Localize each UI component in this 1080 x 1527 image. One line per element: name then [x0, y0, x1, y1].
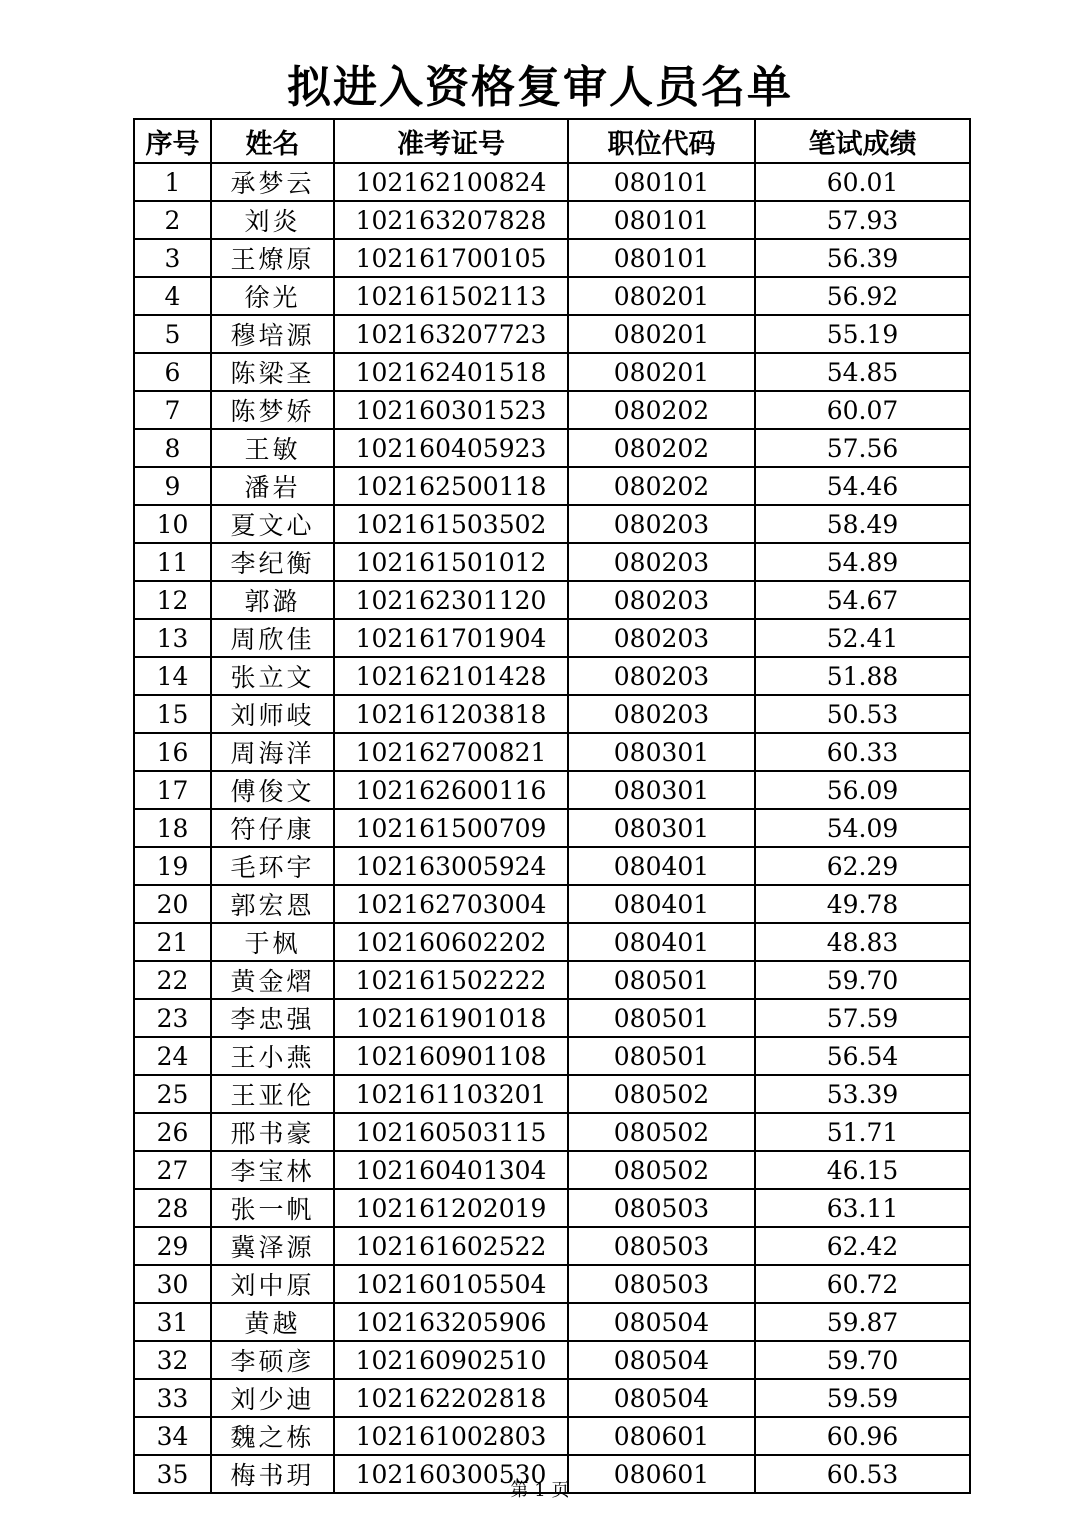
- cell-ticket-number: 102161500709: [334, 809, 568, 847]
- cell-written-score: 62.42: [755, 1227, 970, 1265]
- cell-name: 傅俊文: [211, 771, 334, 809]
- table-row: [134, 657, 970, 695]
- cell-position-code: 080203: [568, 657, 755, 695]
- cell-written-score: 51.88: [755, 657, 970, 695]
- cell-ticket-number: 102160602202: [334, 923, 568, 961]
- cell-name: 邢书豪: [211, 1113, 334, 1151]
- table-row: [134, 581, 970, 619]
- cell-seq: 29: [134, 1227, 211, 1265]
- cell-seq: 14: [134, 657, 211, 695]
- header-written-score: 笔试成绩: [755, 119, 970, 163]
- cell-name: 毛环宇: [211, 847, 334, 885]
- cell-position-code: 080201: [568, 353, 755, 391]
- cell-seq: 4: [134, 277, 211, 315]
- cell-name: 周海洋: [211, 733, 334, 771]
- cell-seq: 19: [134, 847, 211, 885]
- cell-position-code: 080401: [568, 885, 755, 923]
- cell-seq: 3: [134, 239, 211, 277]
- cell-position-code: 080201: [568, 315, 755, 353]
- cell-written-score: 56.39: [755, 239, 970, 277]
- cell-written-score: 55.19: [755, 315, 970, 353]
- cell-name: 王小燕: [211, 1037, 334, 1075]
- cell-seq: 23: [134, 999, 211, 1037]
- cell-written-score: 59.70: [755, 961, 970, 999]
- cell-name: 郭宏恩: [211, 885, 334, 923]
- cell-position-code: 080401: [568, 847, 755, 885]
- table-row: [134, 619, 970, 657]
- table-row: [134, 1303, 970, 1341]
- cell-written-score: 60.72: [755, 1265, 970, 1303]
- cell-written-score: 56.09: [755, 771, 970, 809]
- cell-ticket-number: 102162301120: [334, 581, 568, 619]
- cell-seq: 25: [134, 1075, 211, 1113]
- cell-position-code: 080101: [568, 239, 755, 277]
- cell-written-score: 54.46: [755, 467, 970, 505]
- cell-ticket-number: 102162703004: [334, 885, 568, 923]
- cell-position-code: 080502: [568, 1151, 755, 1189]
- cell-ticket-number: 102161103201: [334, 1075, 568, 1113]
- cell-ticket-number: 102163205906: [334, 1303, 568, 1341]
- cell-ticket-number: 102163005924: [334, 847, 568, 885]
- cell-seq: 33: [134, 1379, 211, 1417]
- cell-ticket-number: 102161701904: [334, 619, 568, 657]
- cell-position-code: 080301: [568, 733, 755, 771]
- header-name: 姓名: [211, 119, 334, 163]
- page-number: 第 1 页: [510, 1480, 570, 1501]
- cell-name: 黄越: [211, 1303, 334, 1341]
- table-row: [134, 999, 970, 1037]
- cell-seq: 18: [134, 809, 211, 847]
- cell-written-score: 60.33: [755, 733, 970, 771]
- cell-name: 刘师岐: [211, 695, 334, 733]
- table-row: [134, 1265, 970, 1303]
- table-row: [134, 429, 970, 467]
- cell-name: 周欣佳: [211, 619, 334, 657]
- cell-name: 李忠强: [211, 999, 334, 1037]
- cell-position-code: 080203: [568, 619, 755, 657]
- cell-written-score: 56.54: [755, 1037, 970, 1075]
- cell-position-code: 080504: [568, 1303, 755, 1341]
- cell-name: 张立文: [211, 657, 334, 695]
- cell-ticket-number: 102162600116: [334, 771, 568, 809]
- cell-position-code: 080203: [568, 695, 755, 733]
- cell-seq: 24: [134, 1037, 211, 1075]
- cell-ticket-number: 102160300530: [334, 1455, 568, 1493]
- cell-name: 郭潞: [211, 581, 334, 619]
- roster-body: [134, 163, 970, 1493]
- cell-position-code: 080301: [568, 809, 755, 847]
- cell-written-score: 57.93: [755, 201, 970, 239]
- table-row: [134, 391, 970, 429]
- table-row: [134, 1189, 970, 1227]
- cell-name: 潘岩: [211, 467, 334, 505]
- table-row: [134, 733, 970, 771]
- cell-written-score: 58.49: [755, 505, 970, 543]
- cell-written-score: 60.01: [755, 163, 970, 201]
- cell-ticket-number: 102161501012: [334, 543, 568, 581]
- cell-written-score: 51.71: [755, 1113, 970, 1151]
- cell-ticket-number: 102161602522: [334, 1227, 568, 1265]
- cell-ticket-number: 102162101428: [334, 657, 568, 695]
- table-row: [134, 201, 970, 239]
- table-row: [134, 239, 970, 277]
- cell-seq: 2: [134, 201, 211, 239]
- cell-seq: 16: [134, 733, 211, 771]
- cell-ticket-number: 102160401304: [334, 1151, 568, 1189]
- cell-seq: 8: [134, 429, 211, 467]
- cell-name: 符仔康: [211, 809, 334, 847]
- cell-name: 李纪衡: [211, 543, 334, 581]
- cell-seq: 9: [134, 467, 211, 505]
- cell-name: 魏之栋: [211, 1417, 334, 1455]
- cell-seq: 27: [134, 1151, 211, 1189]
- cell-written-score: 59.59: [755, 1379, 970, 1417]
- cell-position-code: 080203: [568, 543, 755, 581]
- cell-ticket-number: 102161202019: [334, 1189, 568, 1227]
- table-row: [134, 1113, 970, 1151]
- cell-seq: 35: [134, 1455, 211, 1493]
- cell-seq: 34: [134, 1417, 211, 1455]
- cell-position-code: 080101: [568, 163, 755, 201]
- cell-seq: 30: [134, 1265, 211, 1303]
- cell-position-code: 080504: [568, 1341, 755, 1379]
- cell-name: 陈梁圣: [211, 353, 334, 391]
- cell-name: 夏文心: [211, 505, 334, 543]
- cell-written-score: 53.39: [755, 1075, 970, 1113]
- page-title: 拟进入资格复审人员名单: [287, 62, 793, 113]
- cell-written-score: 50.53: [755, 695, 970, 733]
- cell-seq: 10: [134, 505, 211, 543]
- cell-position-code: 080601: [568, 1417, 755, 1455]
- header-seq: 序号: [134, 119, 211, 163]
- table-row: [134, 163, 970, 201]
- cell-ticket-number: 102162401518: [334, 353, 568, 391]
- cell-seq: 11: [134, 543, 211, 581]
- cell-position-code: 080503: [568, 1227, 755, 1265]
- cell-seq: 22: [134, 961, 211, 999]
- cell-ticket-number: 102160503115: [334, 1113, 568, 1151]
- cell-name: 王敏: [211, 429, 334, 467]
- cell-name: 梅书玥: [211, 1455, 334, 1493]
- cell-position-code: 080503: [568, 1265, 755, 1303]
- table-row: [134, 277, 970, 315]
- cell-position-code: 080301: [568, 771, 755, 809]
- cell-written-score: 56.92: [755, 277, 970, 315]
- cell-ticket-number: 102162500118: [334, 467, 568, 505]
- cell-written-score: 60.07: [755, 391, 970, 429]
- cell-name: 刘中原: [211, 1265, 334, 1303]
- cell-ticket-number: 102162202818: [334, 1379, 568, 1417]
- cell-seq: 20: [134, 885, 211, 923]
- cell-written-score: 57.56: [755, 429, 970, 467]
- cell-written-score: 63.11: [755, 1189, 970, 1227]
- cell-position-code: 080101: [568, 201, 755, 239]
- table-row: [134, 771, 970, 809]
- cell-written-score: 54.67: [755, 581, 970, 619]
- cell-written-score: 62.29: [755, 847, 970, 885]
- cell-name: 陈梦娇: [211, 391, 334, 429]
- cell-seq: 1: [134, 163, 211, 201]
- cell-name: 于枫: [211, 923, 334, 961]
- table-row: [134, 467, 970, 505]
- table-row: [134, 505, 970, 543]
- cell-seq: 13: [134, 619, 211, 657]
- cell-name: 王亚伦: [211, 1075, 334, 1113]
- cell-ticket-number: 102163207723: [334, 315, 568, 353]
- table-row: [134, 353, 970, 391]
- cell-name: 李宝林: [211, 1151, 334, 1189]
- cell-seq: 28: [134, 1189, 211, 1227]
- table-row: [134, 543, 970, 581]
- cell-ticket-number: 102160301523: [334, 391, 568, 429]
- cell-position-code: 080203: [568, 581, 755, 619]
- cell-ticket-number: 102160405923: [334, 429, 568, 467]
- cell-ticket-number: 102163207828: [334, 201, 568, 239]
- cell-position-code: 080401: [568, 923, 755, 961]
- cell-name: 黄金熠: [211, 961, 334, 999]
- cell-ticket-number: 102161002803: [334, 1417, 568, 1455]
- table-row: [134, 885, 970, 923]
- table-row: [134, 1227, 970, 1265]
- cell-ticket-number: 102161901018: [334, 999, 568, 1037]
- table-row: [134, 695, 970, 733]
- cell-written-score: 54.09: [755, 809, 970, 847]
- cell-position-code: 080504: [568, 1379, 755, 1417]
- table-row: [134, 1037, 970, 1075]
- cell-written-score: 60.53: [755, 1455, 970, 1493]
- cell-seq: 6: [134, 353, 211, 391]
- cell-position-code: 080502: [568, 1113, 755, 1151]
- table-row: [134, 961, 970, 999]
- cell-written-score: 57.59: [755, 999, 970, 1037]
- cell-written-score: 46.15: [755, 1151, 970, 1189]
- cell-ticket-number: 102161502113: [334, 277, 568, 315]
- cell-position-code: 080202: [568, 429, 755, 467]
- cell-seq: 7: [134, 391, 211, 429]
- cell-name: 刘少迪: [211, 1379, 334, 1417]
- cell-name: 穆培源: [211, 315, 334, 353]
- cell-seq: 5: [134, 315, 211, 353]
- cell-position-code: 080202: [568, 391, 755, 429]
- table-row: [134, 1379, 970, 1417]
- table-row: [134, 1151, 970, 1189]
- table-row: [134, 1075, 970, 1113]
- cell-written-score: 59.87: [755, 1303, 970, 1341]
- cell-ticket-number: 102161700105: [334, 239, 568, 277]
- cell-seq: 31: [134, 1303, 211, 1341]
- cell-written-score: 48.83: [755, 923, 970, 961]
- cell-ticket-number: 102161502222: [334, 961, 568, 999]
- cell-ticket-number: 102160901108: [334, 1037, 568, 1075]
- cell-position-code: 080501: [568, 999, 755, 1037]
- table-row: [134, 847, 970, 885]
- cell-position-code: 080501: [568, 961, 755, 999]
- cell-written-score: 60.96: [755, 1417, 970, 1455]
- table-row: [134, 315, 970, 353]
- cell-seq: 17: [134, 771, 211, 809]
- cell-position-code: 080202: [568, 467, 755, 505]
- roster-table: [133, 118, 971, 1494]
- cell-written-score: 52.41: [755, 619, 970, 657]
- cell-position-code: 080203: [568, 505, 755, 543]
- cell-seq: 32: [134, 1341, 211, 1379]
- cell-name: 刘炎: [211, 201, 334, 239]
- table-row: [134, 1417, 970, 1455]
- table-row: [134, 809, 970, 847]
- cell-seq: 15: [134, 695, 211, 733]
- cell-seq: 21: [134, 923, 211, 961]
- table-row: [134, 923, 970, 961]
- cell-seq: 12: [134, 581, 211, 619]
- cell-position-code: 080201: [568, 277, 755, 315]
- cell-position-code: 080501: [568, 1037, 755, 1075]
- cell-ticket-number: 102160902510: [334, 1341, 568, 1379]
- cell-ticket-number: 102161503502: [334, 505, 568, 543]
- header-position-code: 职位代码: [568, 119, 755, 163]
- cell-position-code: 080502: [568, 1075, 755, 1113]
- cell-name: 王燎原: [211, 239, 334, 277]
- cell-position-code: 080503: [568, 1189, 755, 1227]
- table-row: [134, 1341, 970, 1379]
- cell-written-score: 59.70: [755, 1341, 970, 1379]
- cell-seq: 26: [134, 1113, 211, 1151]
- cell-name: 李硕彦: [211, 1341, 334, 1379]
- cell-name: 承梦云: [211, 163, 334, 201]
- cell-position-code: 080601: [568, 1455, 755, 1493]
- cell-written-score: 49.78: [755, 885, 970, 923]
- header-ticket-number: 准考证号: [334, 119, 568, 163]
- cell-ticket-number: 102162100824: [334, 163, 568, 201]
- header-row: [134, 119, 970, 163]
- cell-written-score: 54.85: [755, 353, 970, 391]
- cell-written-score: 54.89: [755, 543, 970, 581]
- cell-ticket-number: 102161203818: [334, 695, 568, 733]
- cell-name: 张一帆: [211, 1189, 334, 1227]
- cell-name: 冀泽源: [211, 1227, 334, 1265]
- cell-ticket-number: 102162700821: [334, 733, 568, 771]
- cell-ticket-number: 102160105504: [334, 1265, 568, 1303]
- cell-name: 徐光: [211, 277, 334, 315]
